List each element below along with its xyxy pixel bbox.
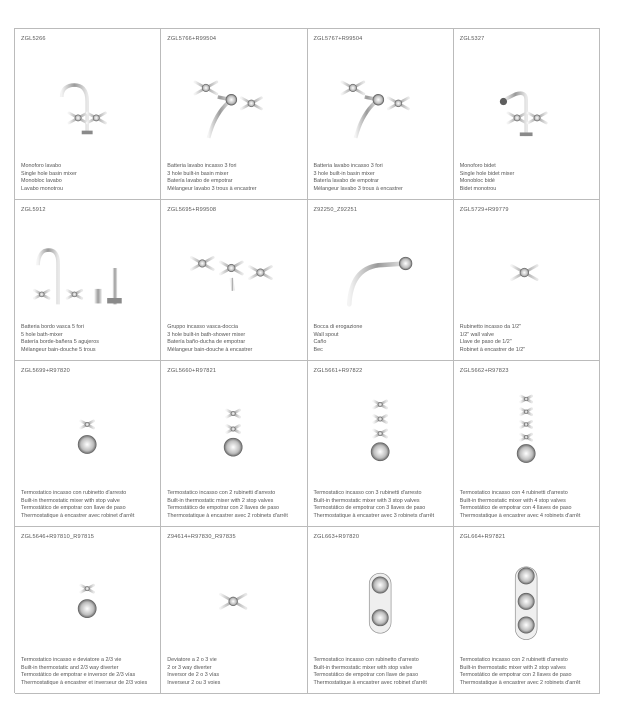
product-description [167,490,288,520]
product-code: ZGL664+R97821 [459,534,506,540]
diverter-icon [161,545,306,645]
product-code: Z92250_Z92251 [313,207,358,213]
product-cell [454,527,600,694]
description-line: 3 hole built-in basin mixer [313,170,375,177]
product-code: ZGL5766+R99504 [167,36,217,42]
thermostatic-diverter-icon [15,545,160,645]
description-line: Batteria lavabo incasso 3 fori [313,163,383,170]
description-line: 1/2" wall valve [459,331,495,338]
description-line: Termostatico incasso con 2 rubinetti d'arresto [167,490,276,497]
description-line: 2 or 3 way diverter [167,664,212,671]
bath-shower-mixer-icon [161,218,306,318]
description-line: Termostatico incasso con 3 rubinetti d'arresto [313,490,422,497]
description-line: Built-in thermostatic mixer with stop valve [313,664,413,671]
product-description [21,490,134,520]
description-line: Termostatico incasso con 4 rubinetti d'arresto [459,490,568,497]
product-code: ZGL5729+R99779 [459,207,509,213]
description-line: Built-in thermostatic mixer with 2 stop valves [167,497,274,504]
description-line: Thermostatique à encastrer avec robinet d'arrêt [21,512,135,519]
product-code: ZGL5646+R97810_R97815 [21,534,95,540]
product-description [21,324,99,354]
description-line: Bec [313,346,323,353]
thermostatic-plate-1-icon [308,545,453,645]
product-description [167,163,256,193]
product-description [167,657,220,687]
description-line: Mélangeur bain-douche 5 trous [21,346,96,353]
description-line: Thermostatique à encastrer avec 4 robinets d'arrêt [459,512,581,519]
product-code: ZGL5660+R97821 [167,368,217,374]
description-line: Termostatico incasso con rubinetto d'arresto [313,657,419,664]
description-line: Mélangeur bain-douche à encastrer [167,346,253,353]
description-line: Mélangeur lavabo 3 trous à encastrer [167,185,257,192]
product-code: ZGL5912 [21,207,46,213]
product-code: Z94614+R97830_R97835 [167,534,236,540]
description-line: Batteria lavabo incasso 3 fori [167,163,237,170]
product-description [314,163,403,193]
description-line: Termostático de empotrar con 2 llaves de paso [167,505,280,512]
product-code: ZGL5695+R99508 [167,207,217,213]
product-cell [15,527,161,694]
product-code: ZGL663+R97820 [313,534,360,540]
description-line: Termostático de empotrar e inversor de 2/3 vías [21,672,136,679]
product-description [460,657,581,687]
description-line: Monoforo bidet [459,163,496,170]
description-line: Termostático de empotrar con llave de paso [21,505,126,512]
description-line: Gruppo incasso vasca-doccia [167,324,238,331]
description-line: Batería lavabo de empotrar [167,178,233,185]
product-description [167,324,252,354]
product-description [21,163,77,193]
description-line: Termostático de empotrar con 2 llaves de paso [459,672,572,679]
product-cell [15,29,161,200]
built-in-basin-mixer-icon [308,47,453,147]
description-line: Mélangeur lavabo 3 trous à encastrer [313,185,403,192]
description-line: Caño [313,339,327,346]
description-line: Termostático de empotrar con 4 llaves de paso [459,505,572,512]
description-line: Thermostatique à encastrer avec 2 robinets d'arrêt [459,679,581,686]
thermostatic-mixer-3-icon [308,379,453,479]
product-code: ZGL5327 [459,36,485,42]
description-line: Thermostatique à encastrer avec 2 robinets d'arrêt [167,512,288,519]
product-code: ZGL5699+R97820 [21,368,70,374]
product-cell [454,29,600,200]
description-line: Batería lavabo de empotrar [313,178,379,185]
thermostatic-mixer-2-icon [161,379,306,479]
product-cell [161,200,307,361]
thermostatic-mixer-4-icon [454,379,599,479]
description-line: Monobloc lavabo [21,178,62,185]
description-line: Termostatico incasso e deviatore a 2/3 vie [21,657,122,664]
description-line: Deviatore a 2 o 3 vie [167,657,217,664]
product-code: ZGL5662+R97823 [459,368,509,374]
description-line: 3 hole built-in bath-shower mixer [167,331,246,338]
description-line: Built-in thermostatic and 2/3 way diverter [21,664,119,671]
wall-valve-icon [454,218,599,318]
description-line: Bidet monotrou [459,185,497,192]
product-description [460,324,525,354]
description-line: Batteria bordo vasca 5 fori [21,324,84,331]
product-cell [15,361,161,527]
product-code: ZGL5767+R99504 [313,36,363,42]
product-cell [308,361,454,527]
description-line: Built-in thermostatic mixer with 3 stop valves [313,497,420,504]
description-line: Monoforo lavabo [21,163,62,170]
description-line: Single hole basin mixer [21,170,77,177]
description-line: Single hole bidet mixer [459,170,515,177]
product-cell [454,200,600,361]
product-cell [15,200,161,361]
product-cell [161,29,307,200]
product-description [460,163,515,193]
product-cell [161,361,307,527]
product-description [21,657,147,687]
description-line: Batería borde-bañera 5 agujeros [21,339,99,346]
description-line: Termostático de empotrar con 3 llaves de paso [313,505,426,512]
description-line: Robinet à encastrer de 1/2" [459,346,526,353]
description-line: Rubinetto incasso da 1/2" [459,324,522,331]
description-line: Llave de paso de 1/2" [459,339,512,346]
description-line: 3 hole built-in basin mixer [167,170,229,177]
description-line: 5 hole bath-mixer [21,331,63,338]
description-line: Termostatico incasso con rubinetto d'arresto [21,490,127,497]
product-cell [161,527,307,694]
thermostatic-plate-2-icon [454,545,599,645]
description-line: Thermostatique à encastrer avec 3 robinets d'arrêt [313,512,435,519]
product-code: ZGL5266 [21,36,46,42]
description-line: Built-in thermostatic mixer with 4 stop valves [459,497,566,504]
description-line: Lavabo monotrou [21,185,63,192]
product-cell [308,200,454,361]
description-line: Batería baño-ducha de empotrar [167,339,246,346]
thermostatic-mixer-1-icon [15,379,160,479]
description-line: Termostatico incasso con 2 rubinetti d'arresto [459,657,568,664]
built-in-basin-mixer-icon [161,47,306,147]
product-cell [308,527,454,694]
product-description [314,324,363,354]
description-line: Wall spout [313,331,339,338]
product-description [314,490,435,520]
description-line: Termostático de empotrar con llave de paso [313,672,419,679]
product-description [314,657,427,687]
bath-mixer-icon [15,218,160,318]
description-line: Inversor de 2 o 3 vías [167,672,220,679]
description-line: Thermostatique à encastrer avec robinet d'arrêt [313,679,427,686]
wall-spout-icon [308,218,453,318]
product-code: ZGL5661+R97822 [313,368,363,374]
description-line: Inverseur 2 ou 3 voies [167,679,221,686]
description-line: Monobloc bidé [459,178,495,185]
description-line: Bocca di erogazione [313,324,363,331]
product-description [460,490,581,520]
bidet-mixer-icon [454,47,599,147]
description-line: Built-in thermostatic mixer with 2 stop valves [459,664,566,671]
monoblock-basin-mixer-icon [15,47,160,147]
product-cell [454,361,600,527]
product-grid [14,28,600,693]
description-line: Built-in thermostatic mixer with stop valve [21,497,120,504]
description-line: Thermostatique à encastrer et inverseur de 2/3 voies [21,679,148,686]
product-cell [308,29,454,200]
